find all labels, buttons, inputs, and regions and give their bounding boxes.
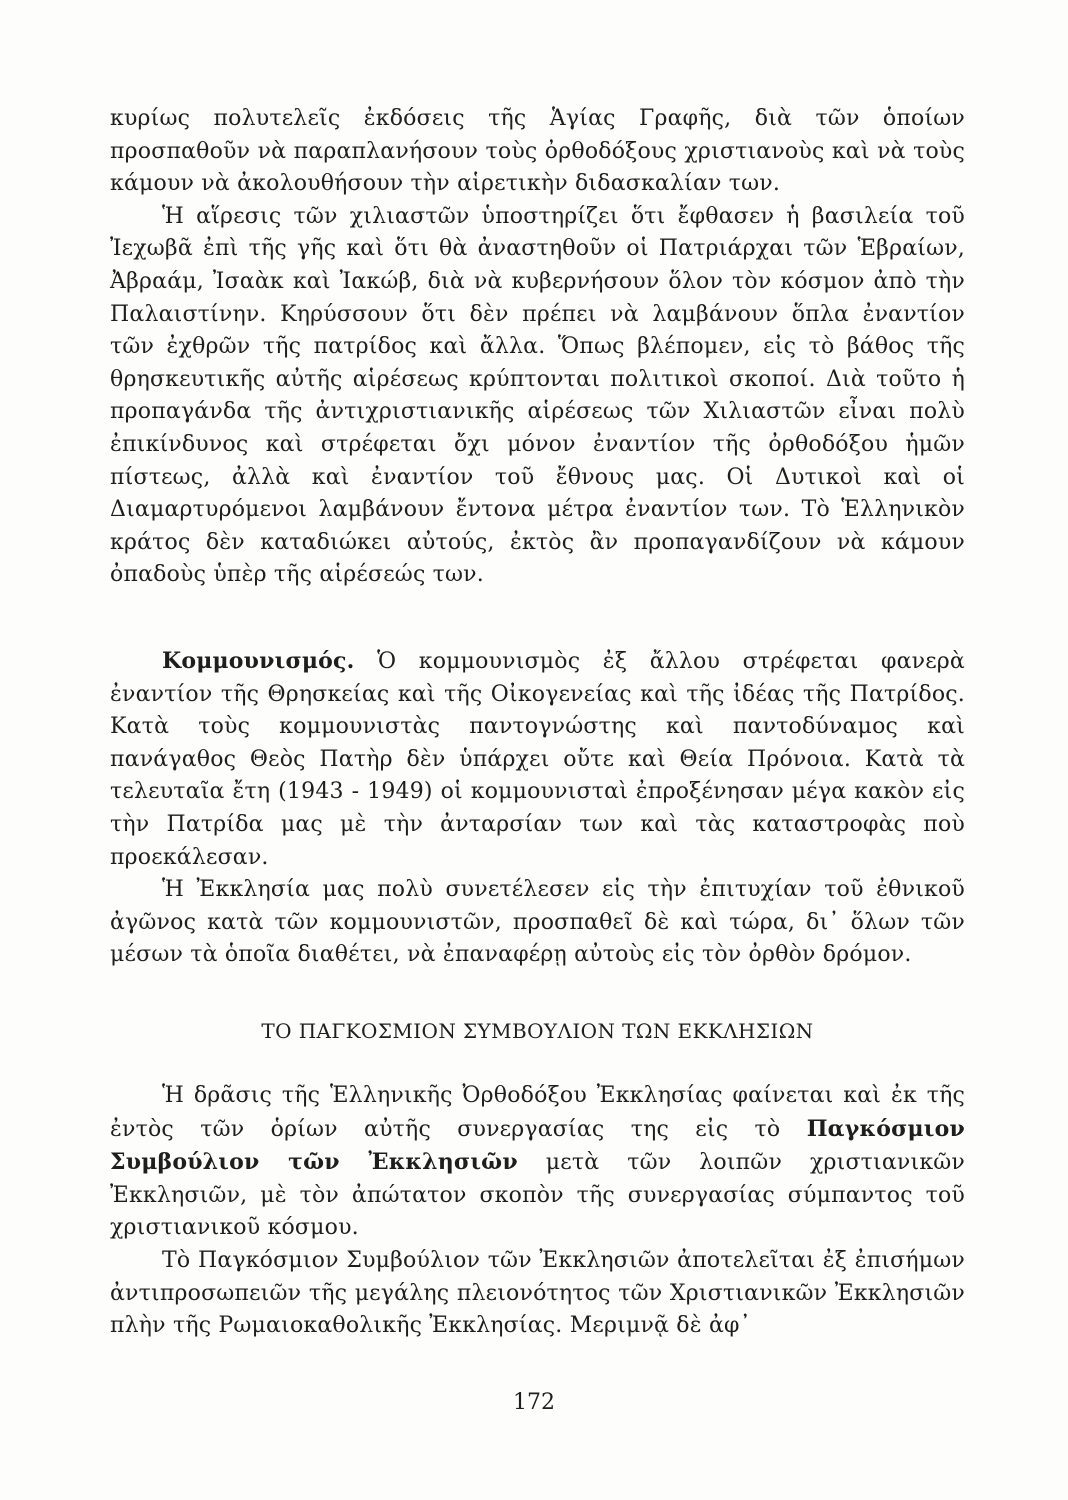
chiliasts-paragraph: Ἡ αἵρεσις τῶν χιλιαστῶν ὑποστηρίζει ὅτι ἔφθασεν ἡ βασιλεία τοῦ Ἰεχωβᾶ ἐπὶ τῆς γῆς καὶ ὅτι θὰ ἀναστηθοῦν οἱ Πατριάρχαι τῶν Ἑβραίων, Ἀβραάμ, Ἰσαὰκ καὶ Ἰακώβ, διὰ νὰ κυβερνήσουν ὅλον τὸν κόσμον ἀπὸ τὴν Παλαιστίνην. Κηρύσσουν ὅτι δὲν πρέπει νὰ λαμβάνουν ὅπλα ἐναντίον τῶν ἐχθρῶν τῆς πατρίδος καὶ ἄλλα. Ὅπως βλέπομεν, εἰς τὸ βάθος τῆς θρησκευτικῆς αὐτῆς αἱρέσεως κρύπτονται πολιτικοὶ σκοποί. Διὰ τοῦτο ἡ προπαγάνδα τῆς ἀντιχριστιανικῆς αἱρέσεως τῶν Χιλιαστῶν εἶναι πολὺ ἐπικίνδυνος καὶ στρέφεται ὄχι μόνον ἐναντίον τῆς ὀρθοδόξου ἡμῶν πίστεως, ἀλλὰ καὶ ἐναντίον τοῦ ἔθνους μας. Οἱ Δυτικοὶ καὶ οἱ Διαμαρτυρόμενοι λαμβάνουν ἔντονα μέτρα ἐναντίον των. Τὸ Ἑλληνικὸν κράτος δὲν καταδιώκει αὐτούς, ἐκτὸς ἂν προπαγανδίζουν νὰ κάμουν ὀπαδοὺς ὑπὲρ τῆς αἱρέσεώς των. <box>110 203 965 588</box>
wcc-paragraph-2: Τὸ Παγκόσμιον Συμβούλιον τῶν Ἐκκλησιῶν ἀποτελεῖται ἐξ ἐπισήμων ἀντιπροσωπειῶν τῆς μεγάλης πλειονότητος τῶν Χριστιανικῶν Ἐκκλησιῶν πλὴν τῆς Ρωμαιοκαθολικῆς Ἐκκλησίας. Μεριμνᾷ δὲ ἀφ᾽ <box>110 1247 965 1339</box>
wcc-paragraph-1 <box>110 1080 965 1245</box>
communism-title: Κομμουνισμός. <box>162 648 355 674</box>
communism-paragraph-text: Ὁ κομμουνισμὸς ἐξ ἄλλου στρέφεται φανερὰ ἐναντίον τῆς Θρησκείας καὶ τῆς Οἰκογενείας καὶ τῆς ἰδέας τῆς Πατρίδος. Κατὰ τοὺς κομμουνιστὰς παντογνώστης καὶ παντοδύναμος καὶ πανάγαθος Θεὸς Πατὴρ δὲν ὑπάρχει οὔτε καὶ Θεία Πρόνοια. Κατὰ τὰ τελευταῖα ἔτη (1943 - 1949) οἱ κομμουνισταὶ ἐπροξένησαν μέγα κακὸν εἰς τὴν Πατρίδα μας μὲ τὴν ἀνταρσίαν των καὶ τὰς καταστροφὰς ποὺ προεκάλεσαν. <box>110 649 965 870</box>
wcc-paragraph-1-end: μετὰ τῶν λοιπῶν χριστιανικῶν Ἐκκλησιῶν, μὲ τὸν ἀπώτατον σκοπὸν τῆς συνεργασίας σύμπαντος τοῦ χριστιανικοῦ κόσμου. <box>110 1150 965 1241</box>
wcc-section <box>110 1080 965 1343</box>
communism-section <box>110 645 965 972</box>
communism-paragraph <box>110 645 965 874</box>
wcc-bold-term: Παγκόσμιον Συμβούλιον τῶν Ἐκκλησιῶν <box>110 1115 965 1176</box>
wcc-paragraph-1-start: Ἡ δρᾶσις τῆς Ἑλληνικῆς Ὀρθοδόξου Ἐκκλησίας φαίνεται καὶ ἐκ τῆς ἐντὸς τῶν ὁρίων αὐτῆς συνεργασίας της εἰς τὸ <box>110 1083 965 1142</box>
church-against-communism-paragraph: Ἡ Ἐκκλησία μας πολὺ συνετέλεσεν εἰς τὴν ἐπιτυχίαν τοῦ ἐθνικοῦ ἀγῶνος κατὰ τῶν κομμουνιστῶν, προσπαθεῖ δὲ καὶ τώρα, δι᾽ ὅλων τῶν μέσων τὰ ὁποῖα διαθέτει, νὰ ἐπαναφέρῃ αὐτοὺς εἰς τὸν ὀρθὸν δρόμον. <box>110 877 965 968</box>
section-heading: ΤΟ ΠΑΓΚΟΣΜΙΟΝ ΣΥΜΒΟΥΛΙΟΝ ΤΩΝ ΕΚΚΛΗΣΙΩΝ <box>261 1019 814 1043</box>
continued-paragraph: κυρίως πολυτελεῖς ἐκδόσεις τῆς Ἁγίας Γραφῆς, διὰ τῶν ὁποίων προσπαθοῦν νὰ παραπλανήσουν τοὺς ὀρθοδόξους χριστιανοὺς καὶ νὰ τοὺς κάμουν νὰ ἀκολουθήσουν τὴν αἱρετικὴν διδασκαλίαν των. <box>110 106 965 197</box>
top-text-section <box>110 103 965 592</box>
page-number: 172 <box>513 1390 555 1415</box>
